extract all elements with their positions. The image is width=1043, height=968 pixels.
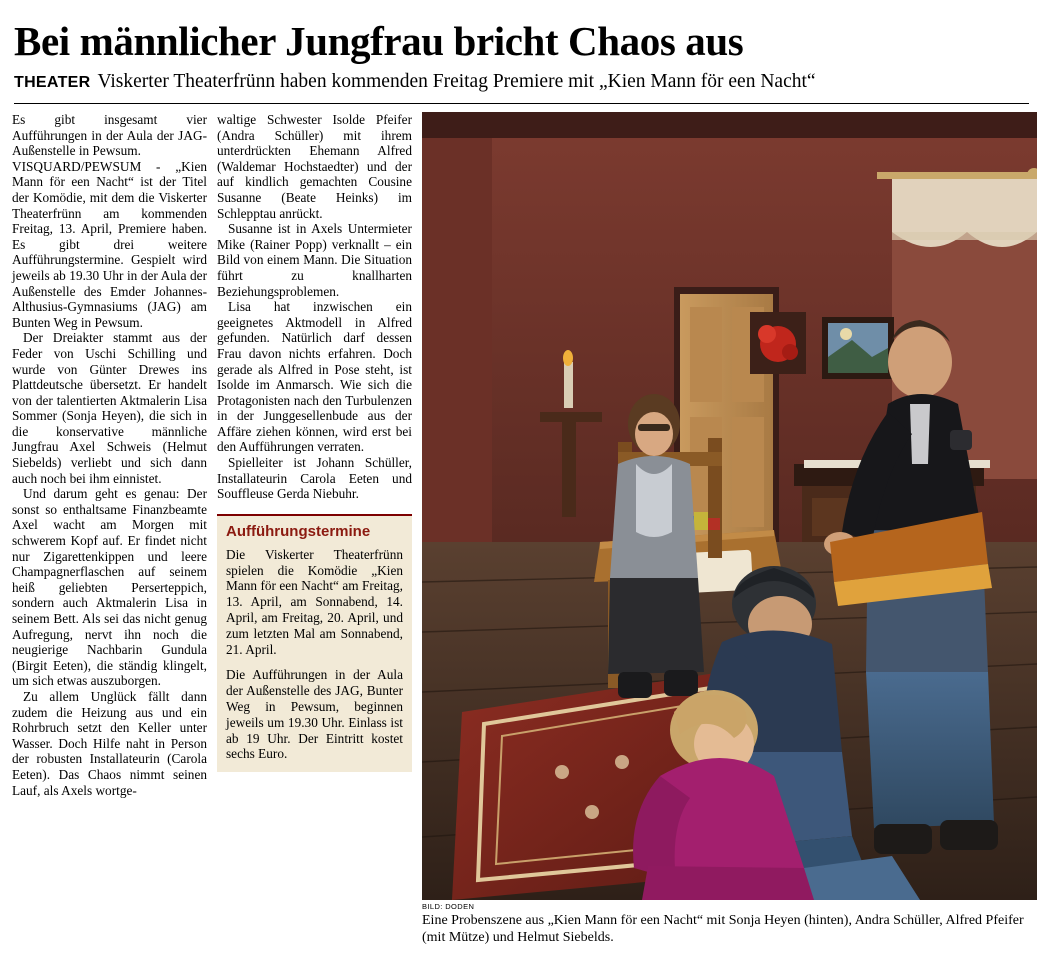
info-box-text: Die Aufführungen in der Aula der Außenstelle des JAG, Bunter Weg in Pewsum, beginnen jeweils um 19.30 Uhr. Einlass ist ab 19 Uhr. Der Eintritt kostet sechs Euro. (226, 667, 403, 762)
subheadline (14, 70, 1031, 95)
column-two (217, 112, 412, 772)
paragraph: VISQUARD/PEWSUM - „Kien Mann för een Nacht“ ist der Titel der Komödie, mit dem die Viskerter Theaterfrünn am kommenden Freitag, 13. April, Premiere haben. Es gibt drei weitere Aufführungstermine. Gespielt wird jeweils ab 19.30 Uhr in der Aula der Außenstelle des Emder Johannes-Althusius-Gymnasiums (JAG) am Bunten Weg in Pewsum. (12, 158, 207, 330)
header-divider (14, 103, 1029, 104)
paragraph: Lisa hat inzwischen ein geeignetes Aktmodell in Alfred gefunden. Natürlich darf dessen Frau davon nichts erfahren. Doch gerade als Alfred in Pose steht, ist Isolde im Anmarsch. Wie sich die Protagonisten nach den Turbulenzen in der Junggesellenbude aus der Affäre ziehen können, wird erst bei den Aufführungen verraten. (217, 299, 412, 455)
subheadline-text: Viskerter Theaterfrünn haben kommenden Freitag Premiere mit „Kien Mann för een Nacht“ (97, 71, 816, 92)
photo-column (422, 112, 1037, 946)
page-title: Bei männlicher Jungfrau bricht Chaos aus (14, 18, 744, 64)
info-box-text: Die Viskerter Theaterfrünn spielen die Komödie „Kien Mann för een Nacht“ am Freitag, 13. April, am Sonnabend, 14. April, am Freitag, 20. April, und zum letzten Mal am Sonnabend, 21. April. (226, 546, 403, 657)
info-box (217, 514, 412, 772)
paragraph: waltige Schwester Isolde Pfeifer (Andra Schüller) mit ihrem unterdrückten Ehemann Alfred (Waldemar Hochstaedter) und der auf kindlich gemachten Cousine Susanne (Beate Heinks) im Schlepptau anrückt. (217, 112, 412, 221)
article-body (12, 112, 1031, 946)
stage-rehearsal-photo (422, 112, 1037, 900)
paragraph: Spielleiter ist Johann Schüller, Installateurin Carola Eeten und Souffleuse Gerda Niebuhr. (217, 455, 412, 502)
info-box-title: Aufführungstermine (226, 522, 371, 540)
info-box-paragraph (226, 667, 403, 762)
paragraph: Susanne ist in Axels Untermieter Mike (Rainer Popp) verknallt – ein Bild von einem Mann. Die Situation führt zu knallharten Beziehungsproblemen. (217, 221, 412, 299)
column-one (12, 112, 207, 798)
paragraph: Zu allem Unglück fällt dann zudem die Heizung aus und ein Rohrbruch setzt den Keller unter Wasser. Doch Hilfe naht in Person der robusten Installateurin (Carola Eeten). Das Chaos nimmt seinen Lauf, als Axels wortge- (12, 688, 207, 798)
paragraph: Der Dreiakter stammt aus der Feder von Uschi Schilling und wurde von Günter Drewes ins Plattdeutsche übersetzt. Er handelt von der talentierten Aktmalerin Lisa Sommer (Sonja Heyen), die sich in die konservative männliche Jungfrau Axel Schweis (Helmut Siebelds) verliebt und sich dann auch noch bei ihm einnistet. (12, 330, 207, 486)
section-kicker: THEATER (14, 74, 91, 91)
lead-paragraph: Es gibt insgesamt vier Aufführungen in der Aula der JAG-Außenstelle in Pewsum. (12, 112, 207, 159)
photo-caption: Eine Probenszene aus „Kien Mann för een Nacht“ mit Sonja Heyen (hinten), Andra Schüller, Alfred Pfeifer (mit Mütze) und Helmut Siebelds. (422, 913, 1024, 945)
photo-illustration (422, 112, 1037, 900)
photo-credit: BILD: DODEN (422, 902, 475, 911)
paragraph: Und darum geht es genau: Der sonst so enthaltsame Finanzbeamte Axel wacht am Morgen mit schwerem Kopf auf. Er findet nicht nur Zigarettenkippen und leere Champagnerflaschen auf seinem heiß geliebten Perserteppich, sondern auch Aktmalerin Lisa in seinem Bett. Als sei das nicht genug Aufregung, nervt ihn noch die neugierige Nachbarin Gundula (Birgit Eeten), die ständig klingelt, um sich etwas auszuborgen. (12, 486, 207, 689)
info-box-paragraph (226, 547, 403, 658)
